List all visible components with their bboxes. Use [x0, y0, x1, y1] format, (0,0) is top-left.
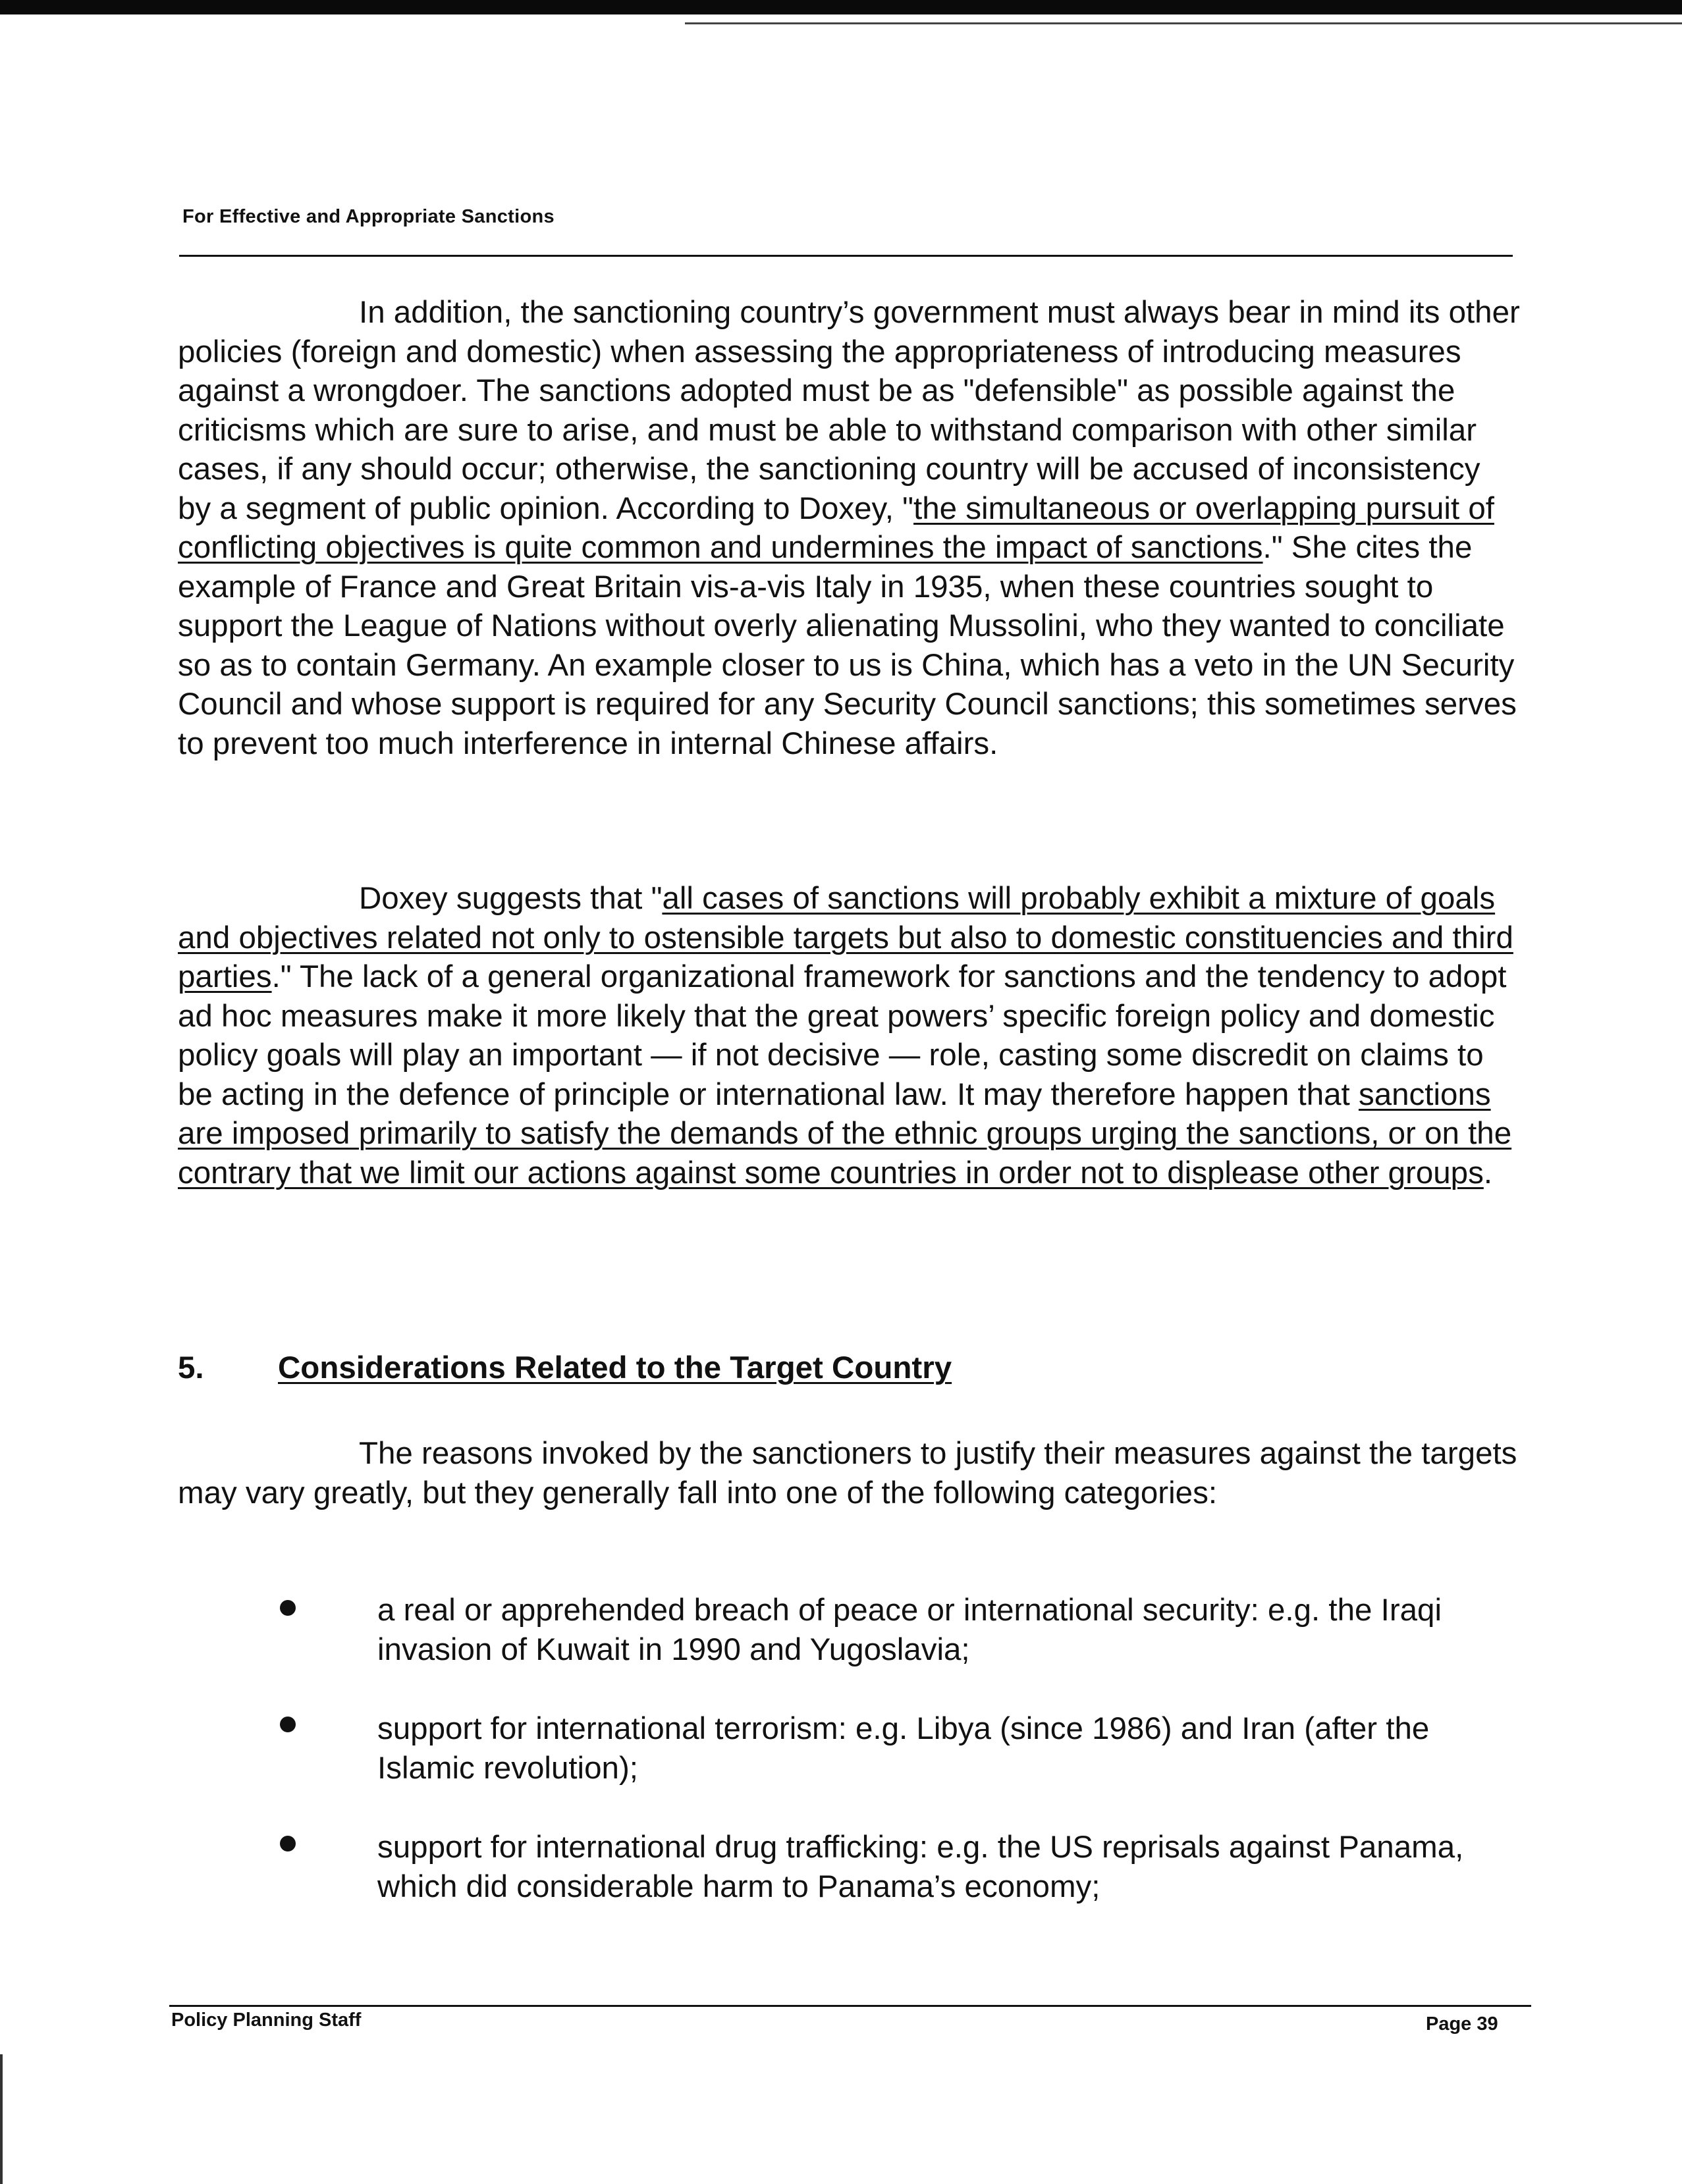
bullet-icon [280, 1836, 296, 1851]
paragraph-2-text-c: . [1483, 1155, 1493, 1190]
scan-top-border [0, 0, 1682, 14]
section-number: 5. [178, 1350, 204, 1385]
section-title: Considerations Related to the Target Country [278, 1350, 952, 1385]
scan-top-line [685, 22, 1682, 24]
paragraph-1-text-a: In addition, the sanctioning country’s government must always bear in mind its other policies (foreign and domestic) when assessing the appropriateness of introducing measures against a wrongdoer. The sanctions adopted must be as "defensible" as possible against the criticisms which are sure to arise, and must be able to withstand comparison with other similar cases, if any should occur; otherwise, the sanctioning country will be accused of inconsistency by a segment of public opinion. According to Doxey, " [178, 295, 1520, 526]
paragraph-1-text-b: ." She cites the example of France and Great Britain vis-a-vis Italy in 1935, when these countries sought to support the League of Nations without overly alienating Mussolini, who they wanted to conciliate so as to contain Germany. An example closer to us is China, which has a veto in the UN Security Council and whose support is required for any Security Council sanctions; this sometimes serves to prevent too much interference in internal Chinese affairs. [178, 530, 1517, 761]
bullet-item-2: support for international terrorism: e.g. Libya (since 1986) and Iran (after the Islamic revolution); [377, 1711, 1430, 1786]
page-number: Page 39 [1426, 2013, 1498, 2035]
footer-rule [169, 2005, 1531, 2007]
running-header: For Effective and Appropriate Sanctions [182, 206, 555, 227]
bullet-item-3: support for international drug trafficking: e.g. the US reprisals against Panama, which did considerable harm to Panama’s economy; [377, 1830, 1464, 1904]
bullet-icon [280, 1717, 296, 1732]
paragraph-3 [178, 1434, 1521, 1512]
bullet-icon [280, 1600, 296, 1616]
doxey-quote-1: the simultaneous or overlapping pursuit of conflicting objectives is quite common and undermines the impact of sanctions [178, 491, 1494, 565]
bullet-item-1: a real or apprehended breach of peace or international security: e.g. the Iraqi invasion of Kuwait in 1990 and Yugoslavia; [377, 1593, 1442, 1667]
paragraph-1 [178, 293, 1521, 763]
doxey-quote-2: all cases of sanctions will probably exhibit a mixture of goals and objectives related not only to ostensible targets but also to domestic constituencies and third parties [178, 881, 1513, 994]
header-rule [179, 255, 1513, 257]
footer-organization: Policy Planning Staff [171, 2010, 362, 2031]
section-heading [178, 1350, 952, 1386]
paragraph-2-text-b: ." The lack of a general organizational framework for sanctions and the tendency to adopt ad hoc measures make it more likely that the great powers’ specific foreign policy and domestic policy goals will play an important — if not decisive — role, casting some discredit on claims to be acting in the defence of principle or international law. It may therefore happen that [178, 959, 1507, 1112]
scan-left-edge [0, 2054, 3, 2184]
paragraph-3-text: The reasons invoked by the sanctioners to justify their measures against the targets may vary greatly, but they generally fall into one of the following categories: [178, 1436, 1517, 1510]
paragraph-2 [178, 879, 1521, 1192]
paragraph-2-text-a: Doxey suggests that " [359, 881, 663, 916]
underlined-passage: sanctions are imposed primarily to satisfy the demands of the ethnic groups urging the sanctions, or on the contrary that we limit our actions against some countries in order not to displease other groups [178, 1077, 1512, 1190]
